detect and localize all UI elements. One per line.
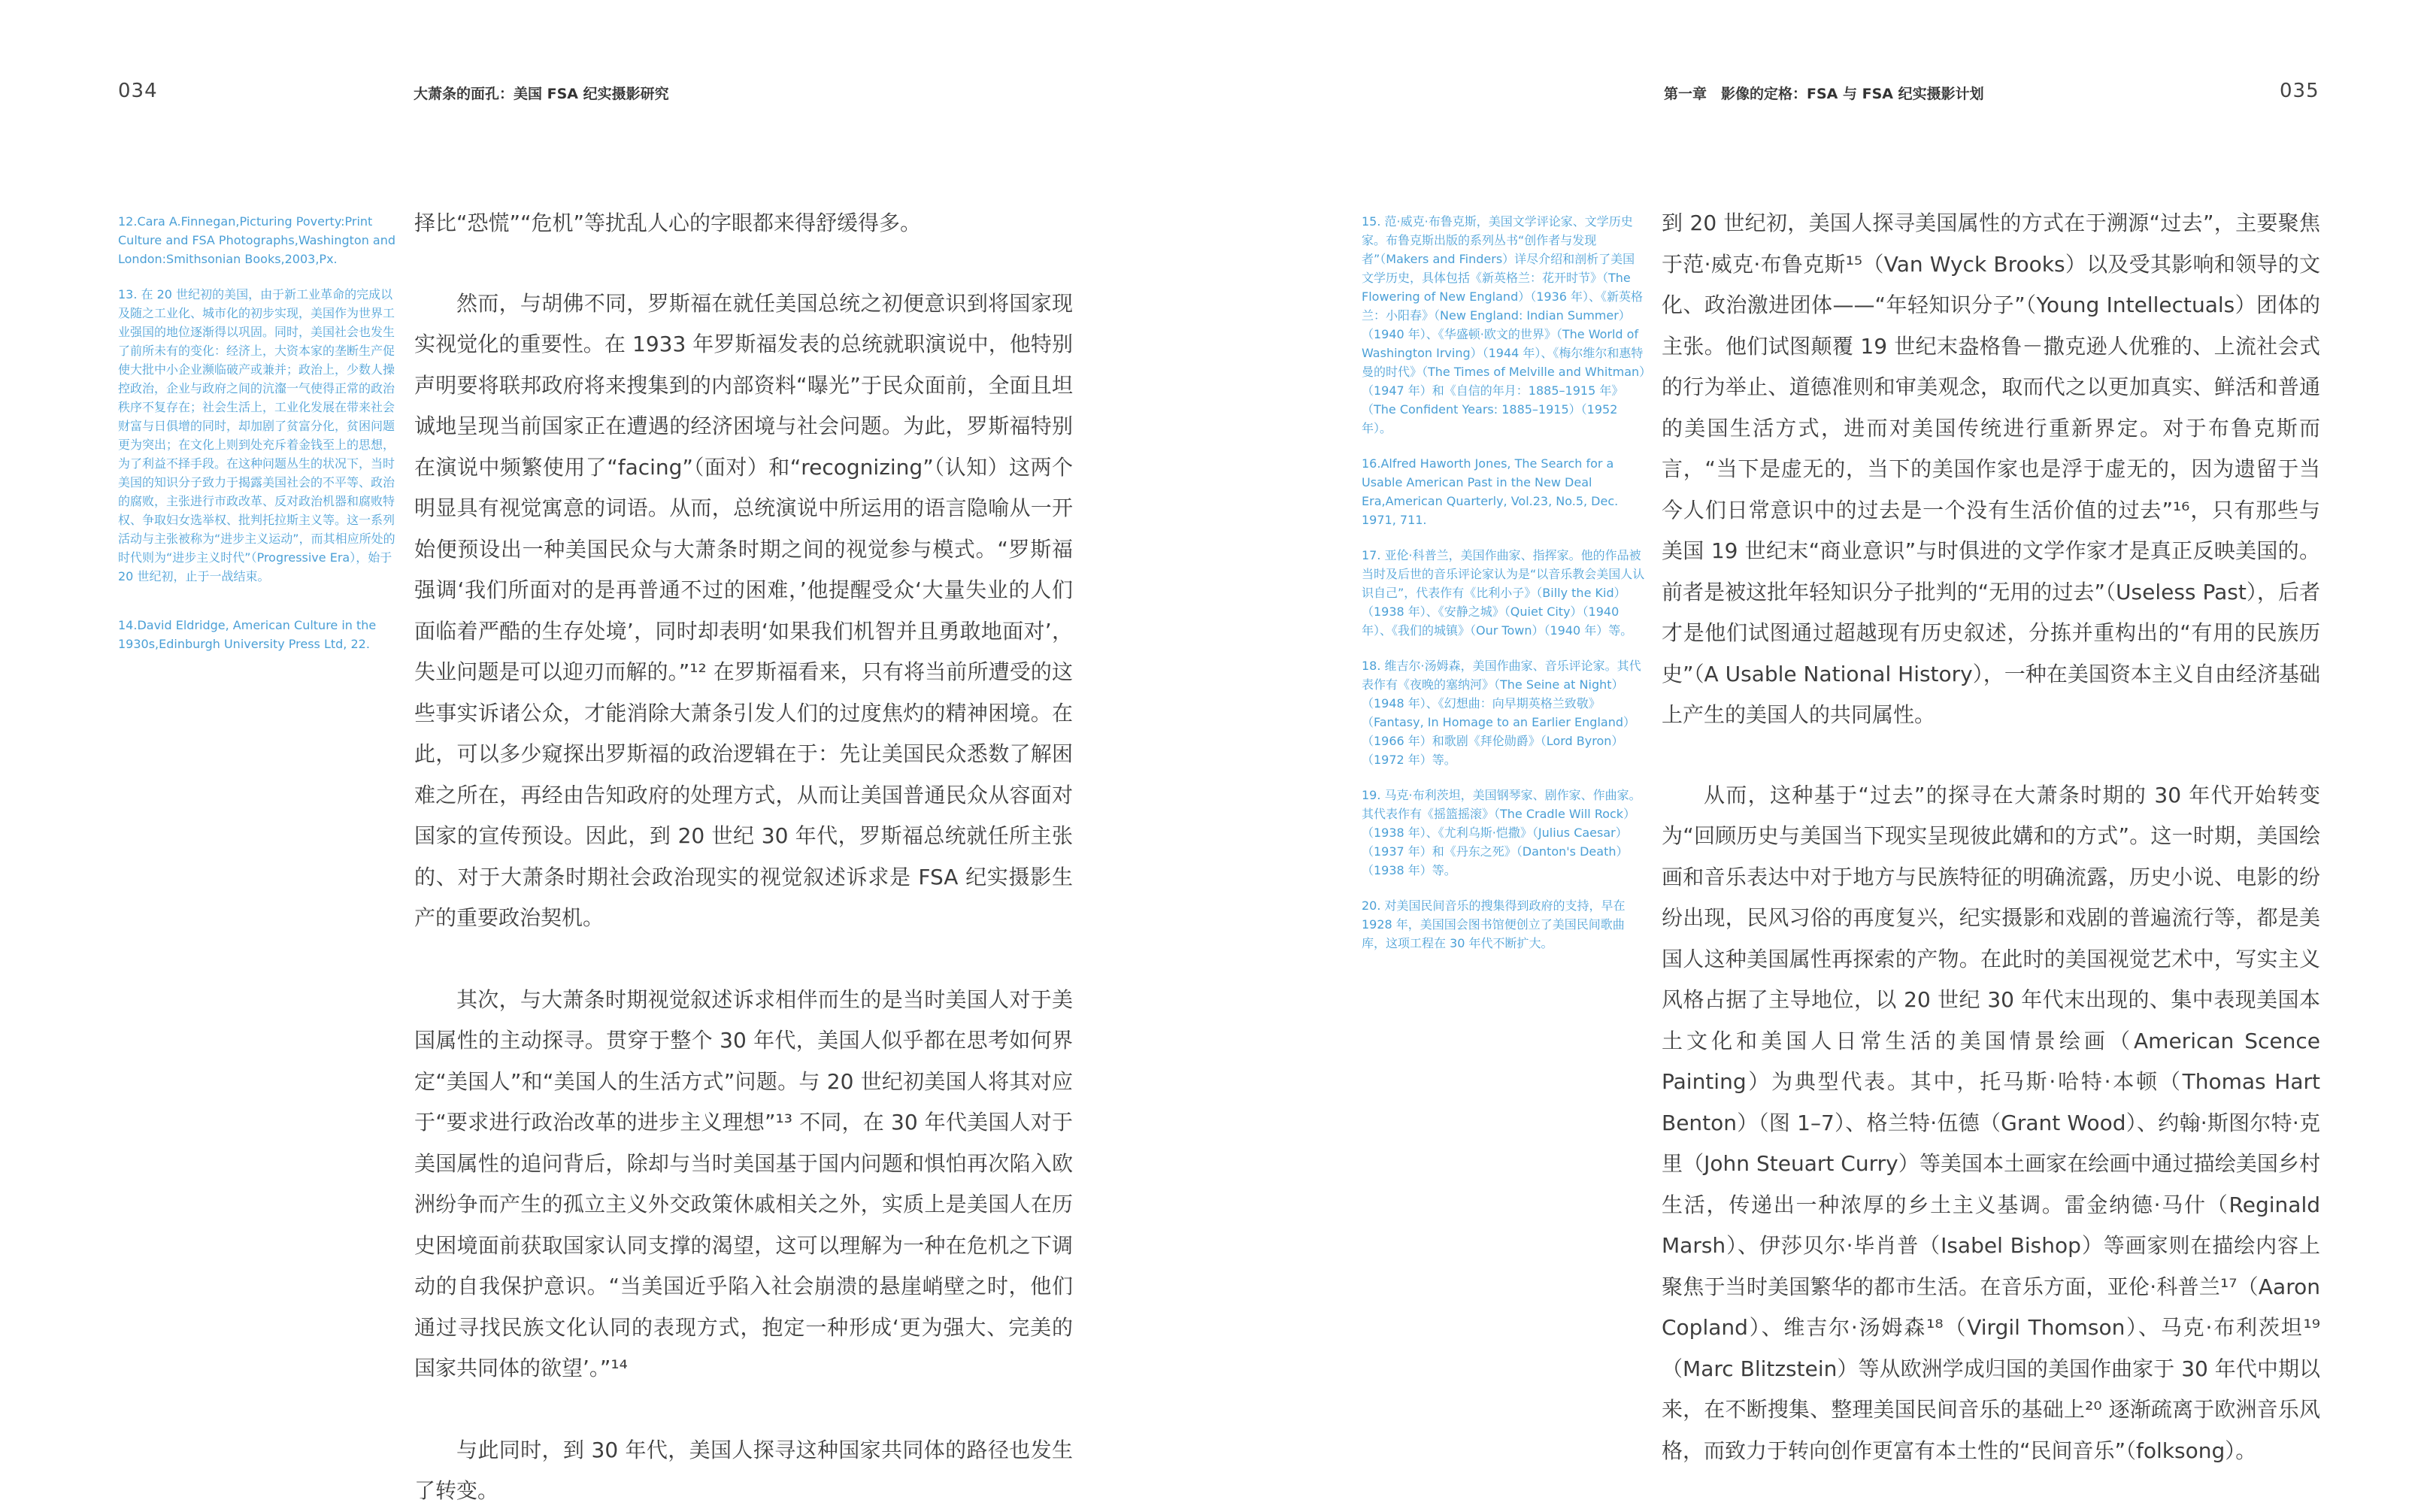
paragraph: 与此同时，到 30 年代，美国人探寻这种国家共同体的路径也发生了转变。 xyxy=(414,1437,1073,1503)
paragraph: 从而，这种基于“过去”的探寻在大萧条时期的 30 年代开始转变为“回顾历史与美国当下现实呈现彼此媾和的方式”。这一时期，美国绘画和音乐表达中对于地方与民族特征的明确流露，历史小说、电影的纷纷出现，民风习俗的再度复兴，纪实摄影和戏剧的普遍流行等，都是美国人这种美国属性再探索的产物。在此时的美国视觉艺术中，写实主义风格占据了主导地位，以 20 世纪 30 年代末出现的、集中表现美国本土文化和美国人日常生活的美国情景绘画（American Scence Painting）为典型代表。其中，托马斯·哈特·本顿（Thomas Hart Benton）（图 1–7）、格兰特·伍德（Grant Wood）、约翰·斯图尔特·克里（John Steuart Curry）等美国本土画家在绘画中通过描绘美国乡村生活，传递出一种浓厚的乡土主义基调。雷金纳德·马什（Reginald Marsh）、伊莎贝尔·毕肖普（Isabel Bishop）等画家则在描绘内容上聚焦于当时美国繁华的都市生活。在音乐方面，亚伦·科普兰¹⁷（Aaron Copland）、维吉尔·汤姆森¹⁸（Virgil Thomson）、马克·布利茨坦¹⁹（Marc Blitzstein）等从欧洲学成归国的美国作曲家于 30 年代中期以来，在不断搜集、整理美国民间音乐的基础上²⁰ 逐渐疏离于欧洲音乐风格，而致力于转向创作更富有本土性的“民间音乐”（folksong）。 xyxy=(1662,782,2320,1463)
footnote-15: 15. 范·威克·布鲁克斯，美国文学评论家、文学历史家。布鲁克斯出版的系列丛书“创作者与发现者”（Makers and Finders）详尽介绍和剖析了美国文学历史，具体包括《新英格兰：花开时节》（The Flowering of New England）（1936 年）、《新英格兰：小阳春》（New England: Indian Summer）（1940 年）、《华盛顿·欧文的世界》（The World of Washington Irving）（1944 年）、《梅尔维尔和惠特曼的时代》（The Times of Melville and Whitman）（1947 年）和《自信的年月：1885–1915 年》（The Confident Years: 1885–1915）（1952 年）。 xyxy=(1362,214,1646,435)
running-head: 大萧条的面孔：美国 FSA 纪实摄影研究 xyxy=(414,86,669,102)
footnote-20: 20. 对美国民间音乐的搜集得到政府的支持，早在 1928 年，美国国会图书馆便创立了美国民间歌曲库，这项工程在 30 年代不断扩大。 xyxy=(1362,898,1626,950)
footnote-14: 14.David Eldridge, American Culture in the 1930s,Edinburgh University Press Ltd, 22. xyxy=(118,618,377,651)
paragraph: 其次，与大萧条时期视觉叙述诉求相伴而生的是当时美国人对于美国属性的主动探寻。贯穿于整个 30 年代，美国人似乎都在思考如何界定“美国人”和“美国人的生活方式”问题。与 20 世纪初美国人将其对应于“要求进行政治改革的进步主义理想”¹³ 不同，在 30 年代美国人对于美国属性的追问背后，除却与当时美国基于国内问题和惧怕再次陷入欧洲纷争而产生的孤立主义外交政策休戚相关之外，实质上是美国人在历史困境面前获取国家认同支撑的渴望，这可以理解为一种在危机之下调动的自我保护意识。“当美国近乎陷入社会崩溃的悬崖峭壁之时，他们通过寻找民族文化认同的表现方式，抱定一种形成‘更为强大、完美的国家共同体的欲望’。”¹⁴ xyxy=(414,986,1073,1380)
paragraph: 到 20 世纪初，美国人探寻美国属性的方式在于溯源“过去”，主要聚焦于范·威克·布鲁克斯¹⁵（Van Wyck Brooks）以及受其影响和领导的文化、政治激进团体——“年轻知识分子”（Young Intellectuals）团体的主张。他们试图颠覆 19 世纪末盎格鲁－撒克逊人优雅的、上流社会式的行为举止、道德准则和审美观念，取而代之以更加真实、鲜活和普通的美国生活方式，进而对美国传统进行重新界定。对于布鲁克斯而言，“当下是虚无的，当下的美国作家也是浮于虚无的，因为遗留于当今人们日常意识中的过去是一个没有生活价值的过去”¹⁶，只有那些与美国 19 世纪末“商业意识”与时俱进的文学作家才是真正反映美国的。前者是被这批年轻知识分子批判的“无用的过去”（Useless Past），后者才是他们试图通过超越现有历史叙述，分拣并重构出的“有用的民族历史”（A Usable National History），一种在美国资本主义自由经济基础上产生的美国人的共同属性。 xyxy=(1662,211,2320,727)
footnote-13: 13. 在 20 世纪初的美国，由于新工业革命的完成以及随之工业化、城市化的初步实现，美国作为世界工业强国的地位逐渐得以巩固。同时，美国社会也发生了前所未有的变化：经济上，大资本家的垄断生产促使大批中小企业濒临破产或兼并；政治上，少数人操控政治，企业与政府之间的沆瀣一气使得正常的政治秩序不复存在；社会生活上，工业化发展在带来社会财富与日俱增的同时，却加剧了贫富分化，贫困问题更为突出；在文化上则到处充斥着金钱至上的思想，为了利益不择手段。在这种问题丛生的状况下，当时美国的知识分子致力于揭露美国社会的不平等、政治的腐败，主张进行市政改革、反对政治机器和腐败特权、争取妇女选举权、批判托拉斯主义等。这一系列活动与主张被称为“进步主义运动”，而其相应所处的时代则为“进步主义时代”（Progressive Era），始于 20 世纪初，止于一战结束。 xyxy=(118,287,395,583)
footnote-17: 17. 亚伦·科普兰，美国作曲家、指挥家。他的作品被当时及后世的音乐评论家认为是“以音乐教会美国人认识自己”，代表作有《比利小子》（Billy the Kid）（1938 年）、《安静之城》（Quiet City）（1940 年）、《我们的城镇》（Our Town）（1940 年）等。 xyxy=(1362,548,1645,638)
paragraph: 然而，与胡佛不同，罗斯福在就任美国总统之初便意识到将国家现实视觉化的重要性。在 1933 年罗斯福发表的总统就职演说中，他特别声明要将联邦政府将来搜集到的内部资料“曝光”于民众面前，全面且坦诚地呈现当前国家正在遭遇的经济困境与社会问题。为此，罗斯福特别在演说中频繁使用了“facing”（面对）和“recognizing”（认知）这两个明显具有视觉寓意的词语。从而，总统演说中所运用的语言隐喻从一开始便预设出一种美国民众与大萧条时期之间的视觉参与模式。“罗斯福强调‘我们所面对的是再普通不过的困难，’他提醒受众‘大量失业的人们面临着严酷的生存处境’，同时却表明‘如果我们机智并且勇敢地面对’，失业问题是可以迎刃而解的。”¹² 在罗斯福看来，只有将当前所遭受的这些事实诉诸公众，才能消除大萧条引发人们的过度焦灼的精神困境。在此，可以多少窥探出罗斯福的政治逻辑在于：先让美国民众悉数了解困难之所在，再经由告知政府的处理方式，从而让美国普通民众从容面对国家的宣传预设。因此，到 20 世纪 30 年代，罗斯福总统就任所主张的、对于大萧条时期社会政治现实的视觉叙述诉求是 FSA 纪实摄影生产的重要政治契机。 xyxy=(414,290,1073,930)
footnotes-column xyxy=(1362,212,1646,969)
footnote-18: 18. 维吉尔·汤姆森，美国作曲家、音乐评论家。其代表作有《夜晚的塞纳河》（The Seine at Night）（1948 年）、《幻想曲：向早期英格兰致敬》（Fantasy, In Homage to an Earlier England）（1966 年）和歌剧《拜伦勋爵》（Lord Byron）（1972 年）等。 xyxy=(1362,659,1641,767)
body-text xyxy=(1662,203,2320,1471)
footnote-19: 19. 马克·布利茨坦，美国钢琴家、剧作家、作曲家。其代表作有《摇篮摇滚》（The Cradle Will Rock）（1938 年）、《尤利乌斯·恺撒》（Julius Caesar）（1937 年）和《丹东之死》（Danton's Death）（1938 年）等。 xyxy=(1362,788,1641,877)
footnotes-column xyxy=(118,212,402,670)
running-head: 第一章 影像的定格：FSA 与 FSA 纪实摄影计划 xyxy=(1664,86,1984,102)
paragraph: 择比“恐慌”“危机”等扰乱人心的字眼都来得舒缓得多。 xyxy=(414,211,922,235)
right-page xyxy=(1214,0,2427,1510)
page-number: 035 xyxy=(2280,80,2319,102)
left-page xyxy=(0,0,1214,1510)
page-number: 034 xyxy=(118,80,158,102)
body-text xyxy=(414,203,1073,1512)
footnote-16: 16.Alfred Haworth Jones, The Search for a Usable American Past in the New Deal Era,American Quarterly, Vol.23, No.5, Dec. 1971, 711. xyxy=(1362,456,1619,527)
footnote-12: 12.Cara A.Finnegan,Picturing Poverty:Print Culture and FSA Photographs,Washington and London:Smithsonian Books,2003,Px. xyxy=(118,214,396,266)
